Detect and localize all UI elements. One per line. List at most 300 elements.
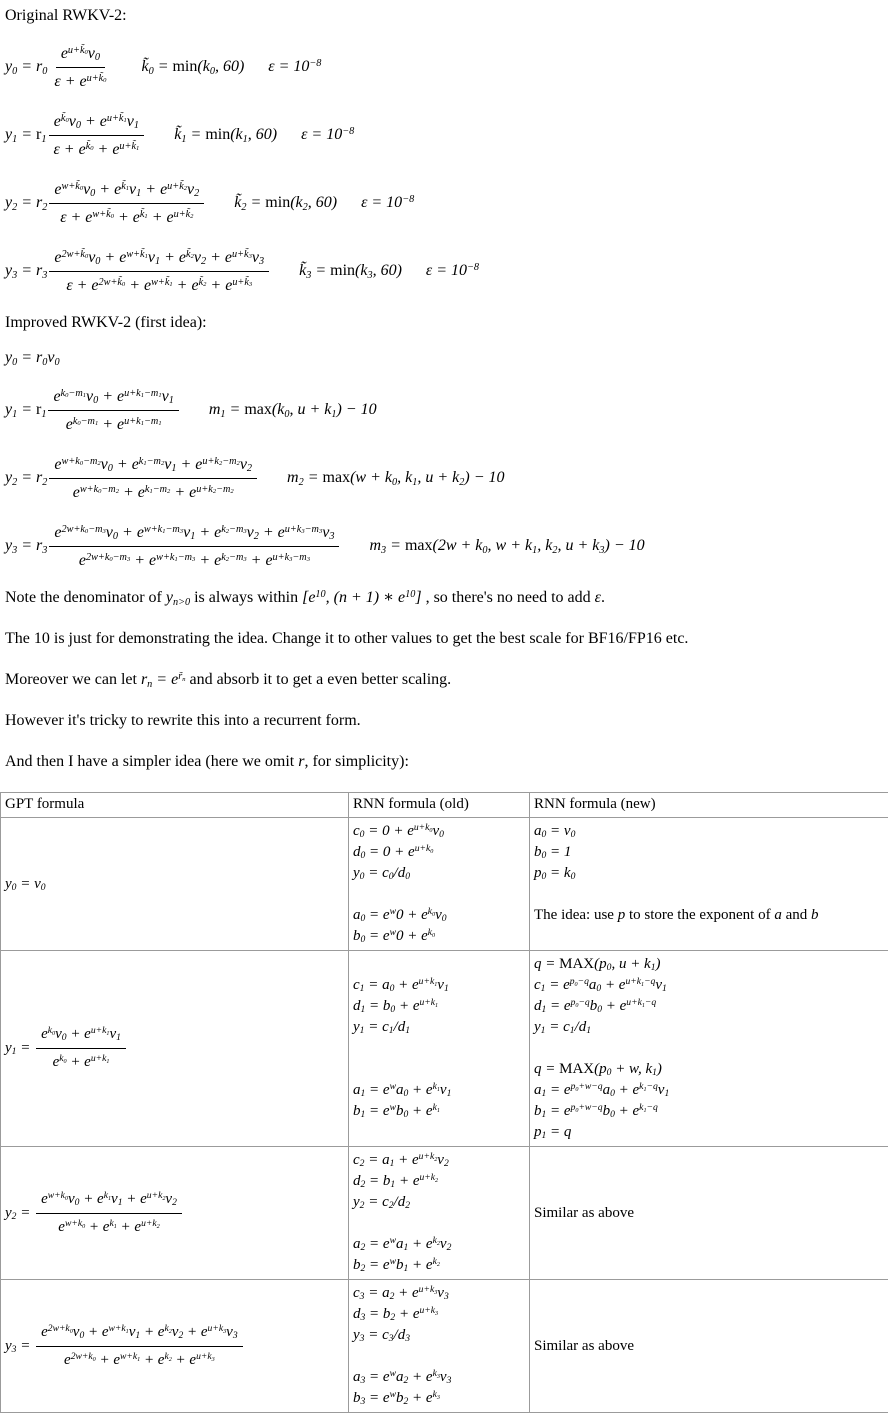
subscript: 0	[606, 962, 612, 974]
subscript: 3	[248, 281, 253, 289]
math-expression: $k̃_1 = \min(k_1$, 60)	[174, 126, 278, 145]
subscript: 3	[243, 528, 247, 536]
subscript: 3	[388, 1333, 394, 1345]
superscript: u+k̃1	[119, 140, 140, 153]
math-expression: $q = MAX(p_0$, $u + k_1$)	[534, 956, 661, 974]
subscript: 1	[11, 1046, 17, 1058]
math-expression: $e^{k_0-m_1} + e^{u+k_1-m_1}$	[65, 415, 162, 433]
math-expression: c3 = a2 + eu+k3v3	[353, 1284, 449, 1303]
superscript: k1	[109, 1217, 117, 1230]
superscript: k0	[47, 1025, 56, 1037]
math-expression: $c_1 = e^{p_0-q}a_0 + e^{u+k_1-q}v_1$	[534, 976, 667, 995]
subscript: 3	[446, 1375, 452, 1387]
superscript: u+k̃3	[232, 276, 253, 289]
formula-line	[353, 1367, 525, 1388]
fraction-denominator	[61, 411, 167, 435]
math-expression: $y_1 = c_1/d_1$	[534, 1019, 592, 1037]
superscript: k̃0	[85, 140, 94, 153]
equation	[0, 176, 888, 230]
superscript: u+k1	[418, 976, 438, 988]
subscript: 0	[12, 356, 18, 368]
subscript: 1	[652, 1067, 657, 1079]
subscript: 0	[360, 913, 366, 925]
table-row	[1, 1280, 888, 1413]
math-expression: $\varepsilon = 10^{-8}$	[301, 126, 355, 143]
math-expression: a	[774, 907, 782, 923]
subscript: 2	[12, 201, 18, 213]
superscript: w	[389, 927, 396, 939]
subscript: 3	[318, 528, 323, 536]
fraction-numerator	[49, 522, 339, 547]
superscript: k̃2	[198, 276, 207, 289]
math-expression: $e^{k̃_0}v_0 + e^{u+k̃_1}v_1$	[53, 112, 139, 132]
subscript: 0	[75, 120, 81, 132]
superscript: u+k1	[90, 1025, 110, 1037]
note-paragraph: Moreover we can let $r_n = e^{r̃_n}$ and absorb it to get a even better scaling.	[5, 671, 452, 690]
subscript: 2	[200, 256, 207, 268]
fraction-numerator	[36, 1024, 126, 1049]
math-chunk	[141, 58, 244, 76]
superscript: k̃0	[60, 112, 69, 125]
blank-line	[353, 1038, 525, 1059]
subscript: 3	[42, 544, 48, 556]
formula-line	[353, 1388, 525, 1409]
math-expression: $y_3 = r_3$	[5, 537, 48, 556]
superscript: u+k3	[419, 1305, 439, 1317]
superscript: −8	[402, 194, 415, 206]
subscript: n>0	[172, 596, 191, 608]
math-expression: $\varepsilon + e^{u+k̃_0}$	[54, 72, 107, 90]
superscript: u+k1	[90, 1053, 110, 1065]
subscript: 0	[574, 982, 578, 988]
subscript: 1	[113, 1223, 117, 1230]
upright-function-name: min	[172, 58, 198, 75]
math-chunk	[268, 58, 321, 76]
math-expression: $e^{2w+k̃_0}v_0 + e^{w+k̃_1}v_1 + e^{k̃_2}v_2 + e^{u+k̃_3}v_3$	[54, 248, 265, 268]
subscript: 1	[586, 1025, 592, 1037]
equation	[0, 40, 888, 94]
formula-line	[353, 905, 525, 926]
subscript: 3	[436, 1395, 440, 1401]
subscript: 1	[359, 983, 365, 995]
subscript: 3	[443, 1291, 449, 1303]
subscript: 2	[405, 1200, 411, 1212]
superscript: k0−m1	[72, 415, 99, 428]
superscript: k1−q	[639, 1081, 658, 1093]
subscript: 1	[158, 392, 162, 400]
subscript: 0	[610, 1109, 615, 1121]
superscript: k2	[164, 1350, 172, 1363]
subscript: 0	[110, 213, 114, 221]
formula-line	[353, 1101, 525, 1122]
math-chunk	[5, 349, 60, 367]
subscript: 1	[107, 1195, 112, 1202]
superscript: w+k1−m3	[143, 523, 184, 536]
subscript: 0	[432, 933, 436, 939]
subscript: 2	[389, 1291, 395, 1303]
math-expression: $e^{k_0-m_1}v_0 + e^{u+k_1-m_1}v_1$	[53, 387, 174, 407]
subscript: 2	[435, 1178, 439, 1184]
subscript: 2	[236, 460, 240, 468]
superscript: u+k̃0	[67, 44, 88, 57]
blank-line	[353, 1059, 525, 1080]
subscript: 1	[162, 528, 166, 536]
math-expression: $m_2 = \max(w + k_0$, $k_1$, $u + k_2) - 10$	[287, 469, 505, 488]
upright-function-name: min	[205, 126, 231, 143]
math-expression: $y_2 = r_2$	[5, 469, 48, 488]
math-expression: $a_0 = v_0$	[534, 823, 576, 841]
superscript: w	[389, 906, 396, 918]
formula-line	[353, 996, 525, 1017]
formula-line	[534, 842, 884, 863]
equation-list-original	[0, 40, 888, 298]
math-expression: $\varepsilon + e^{w+k̃_0} + e^{k̃_1} + e^{u+k̃_2}$	[60, 208, 194, 226]
superscript: p0+w−q	[570, 1102, 603, 1114]
superscript: −8	[309, 58, 322, 70]
math-expression: d3 = b2 + eu+k3	[353, 1305, 439, 1324]
math-expression: $y_{n>0}$	[165, 589, 191, 608]
subscript: 0	[121, 281, 126, 289]
math-expression: b2 = ewb1 + ek2	[353, 1256, 440, 1275]
subscript: 0	[441, 913, 447, 925]
fraction	[48, 386, 178, 435]
upright-function-name: MAX	[559, 956, 595, 972]
subscript: 1	[155, 256, 161, 268]
blank-line	[534, 1038, 884, 1059]
subscript: 1	[540, 1025, 546, 1037]
subscript: 1	[641, 982, 645, 988]
formula-line	[534, 975, 884, 996]
rnn-formula-new-cell	[530, 951, 888, 1147]
subscript: 1	[82, 392, 87, 400]
upright-function-name: max	[404, 537, 433, 554]
blank-line	[353, 1213, 525, 1234]
subscript: 0	[65, 392, 69, 400]
subscript: 2	[253, 531, 259, 543]
superscript: u+k1−m1	[124, 415, 162, 428]
subscript: 3	[329, 531, 335, 543]
formula-line	[534, 1080, 884, 1101]
formula-line	[353, 842, 525, 863]
subscript: 1	[360, 1109, 366, 1121]
math-expression: $k̃_3 = \min(k_3$, 60)	[299, 262, 402, 281]
superscript: k̃1	[139, 208, 148, 221]
math-expression: $y_2 = r_2$	[5, 194, 48, 213]
subscript: 3	[12, 269, 18, 281]
math-expression: $e^{w+k̃_0}v_0 + e^{k̃_1}v_1 + e^{u+k̃_2}v_2$	[54, 180, 200, 200]
superscript: 2w+k0	[70, 1350, 96, 1363]
subscript: 2	[446, 1242, 452, 1254]
subscript: 3	[435, 1311, 439, 1317]
subscript: 3	[248, 253, 252, 261]
subscript: 2	[436, 1241, 440, 1247]
subscript: 2	[167, 488, 171, 496]
fraction-denominator	[59, 1347, 220, 1371]
math-expression: $p_0 = k_0$	[534, 865, 576, 883]
subscript: n	[182, 675, 186, 683]
section-heading-improved: Improved RWKV-2 (first idea):	[5, 314, 207, 331]
superscript: k2	[432, 1235, 440, 1247]
superscript: w	[389, 1102, 396, 1114]
subscript: 3	[11, 1343, 17, 1355]
subscript: 0	[84, 253, 89, 261]
fraction-denominator	[53, 1214, 164, 1238]
fraction	[36, 1322, 243, 1371]
column-header-gpt-formula: GPT formula	[1, 793, 349, 818]
superscript: u+k3	[196, 1350, 215, 1363]
equation	[0, 519, 888, 573]
subscript: 2	[172, 1196, 177, 1208]
subscript: 3	[301, 528, 305, 536]
subscript: 3	[306, 556, 310, 564]
math-expression: $m_3 = \max(2w + k_0$, $w + k_1$, $k_2$, $u + k_3) - 10$	[369, 537, 645, 556]
subscript: 3	[367, 269, 373, 281]
math-chunk	[5, 262, 47, 280]
subscript: 0	[429, 828, 433, 834]
subscript: 1	[136, 145, 140, 153]
math-expression: $y_0 = c_0/d_0$	[353, 865, 411, 883]
fraction	[36, 1024, 126, 1073]
subscript: 3	[232, 1329, 238, 1341]
equation	[0, 451, 888, 505]
rnn-formula-old-cell	[349, 818, 530, 951]
subscript: 3	[102, 528, 106, 536]
superscript: k3	[432, 1368, 440, 1380]
subscript: 0	[112, 531, 119, 543]
math-expression: [$e^{10}$, (n + 1) ∗ $e^{10}$]	[302, 589, 422, 606]
subscript: 2	[552, 544, 558, 556]
superscript: u+k̃3	[232, 248, 252, 261]
superscript: k1	[432, 1102, 440, 1114]
subscript: 0	[148, 65, 154, 77]
fraction-numerator	[49, 111, 144, 136]
formula-line	[534, 1122, 884, 1143]
fraction-denominator	[61, 272, 257, 296]
subscript: 3	[42, 269, 48, 281]
subscript: 0	[388, 871, 394, 883]
subscript: 1	[94, 420, 99, 428]
math-expression: y3 =	[5, 1337, 35, 1355]
subscript: 0	[575, 1108, 579, 1114]
subscript: 1	[41, 133, 47, 145]
subscript: n	[147, 678, 153, 690]
math-expression: $y_1$ =	[5, 1040, 35, 1058]
subscript: 3	[360, 1375, 366, 1387]
math-expression: $b_0 = e^w0 + e^{k_0}$	[353, 927, 436, 946]
superscript: k2−m3	[221, 523, 247, 536]
subscript: 2	[190, 213, 194, 221]
subscript: 1	[403, 1242, 409, 1254]
subscript: 1	[359, 1025, 365, 1037]
superscript: u+k1	[419, 997, 439, 1009]
subscript: 1	[436, 1087, 440, 1093]
subscript: 0	[84, 49, 88, 57]
superscript: −8	[467, 262, 480, 274]
math-expression: $b_1 = e^{p_0+w-q}b_0 + e^{k_1-q}$	[534, 1102, 658, 1121]
superscript: k1−m2	[138, 455, 165, 468]
subscript: 2	[178, 1329, 184, 1341]
subscript: 1	[331, 408, 337, 420]
math-chunk	[234, 194, 337, 212]
subscript: 2	[168, 1356, 172, 1363]
subscript: 1	[181, 133, 187, 145]
math-expression: $c_1 = a_0 + e^{u+k_1}v_1$	[353, 976, 449, 995]
formula-line	[353, 1304, 525, 1325]
math-expression: $c_2 = a_1 + e^{u+k_2}v_2$	[353, 1151, 449, 1170]
subscript: 0	[391, 476, 398, 488]
table-body	[1, 818, 888, 1413]
superscript: r̃n	[178, 671, 186, 683]
subscript: 0	[403, 1088, 409, 1100]
subscript: 1	[388, 1025, 394, 1037]
subscript: 3	[12, 544, 18, 556]
math-expression: e2w+k0v0 + ew+k1v1 + ek2v2 + eu+k3v3	[41, 1322, 238, 1341]
formula-line	[534, 863, 884, 884]
math-expression: p	[617, 907, 626, 923]
superscript: 10	[405, 589, 416, 601]
note-paragraph: And then I have a simpler idea (here we omit r, for simplicity):	[5, 753, 409, 770]
superscript: w+k0−m2	[79, 483, 119, 496]
formula-line	[353, 926, 525, 947]
blank-line	[534, 884, 884, 905]
superscript: 2w+k̃0	[61, 248, 89, 261]
math-chunk	[174, 126, 277, 144]
math-chunk	[5, 401, 46, 419]
math-expression: $a_1 = e^{p_0+w-q}a_0 + e^{k_1-q}v_1$	[534, 1081, 670, 1100]
subscript: 3	[405, 1333, 411, 1345]
math-expression: $m_1 = \max(k_0$, $u + k_1) - 10$	[208, 401, 377, 420]
fraction	[49, 247, 269, 296]
superscript: w	[389, 1389, 396, 1401]
rnn-formula-new-cell	[530, 818, 888, 951]
superscript: w	[389, 1368, 396, 1380]
superscript: k2	[164, 1322, 172, 1335]
subscript: 1	[106, 1059, 110, 1065]
subscript: 3	[359, 1333, 365, 1345]
math-expression: r	[298, 753, 305, 770]
superscript: w+k1−m3	[156, 551, 196, 564]
subscript: 2	[434, 1157, 438, 1163]
upright-function-name: min	[265, 194, 291, 211]
section-heading-original: Original RWKV-2:	[5, 7, 127, 24]
math-expression: $d_1 = b_0 + e^{u+k_1}$	[353, 997, 439, 1016]
subscript: 0	[84, 528, 89, 536]
math-chunk	[5, 1040, 34, 1057]
subscript: 2	[162, 1195, 166, 1202]
subscript: 0	[40, 881, 46, 893]
subscript: 2	[160, 460, 165, 468]
superscript: u+k0	[413, 822, 433, 834]
subscript: 1	[171, 463, 177, 475]
subscript: 0	[109, 556, 113, 564]
subscript: 1	[220, 408, 226, 420]
subscript: 2	[241, 201, 247, 213]
math-expression: b	[811, 907, 819, 923]
formula-line	[534, 1101, 884, 1122]
subscript: 2	[403, 1396, 409, 1408]
formula-line	[534, 1017, 884, 1038]
superscript: u+k3−m3	[284, 523, 323, 536]
subscript: 0	[405, 871, 411, 883]
math-expression: $r_n = e^{r̃_n}$	[140, 671, 186, 690]
superscript: k1−m2	[144, 483, 171, 496]
equation-list-improved	[0, 347, 888, 573]
equation	[5, 1189, 344, 1238]
subscript: 1	[137, 1356, 141, 1363]
subscript: 3	[126, 556, 131, 564]
formula-line	[534, 1059, 884, 1080]
subscript: 1	[412, 476, 418, 488]
subscript: 0	[90, 145, 94, 153]
subscript: 1	[133, 120, 139, 132]
subscript: 1	[540, 983, 546, 995]
subscript: 0	[42, 65, 48, 77]
superscript: w+k̃1	[151, 276, 173, 289]
formula-line	[353, 975, 525, 996]
subscript: 1	[149, 488, 153, 496]
subscript: 0	[64, 1195, 68, 1202]
subscript: 1	[389, 1158, 395, 1170]
superscript: w+k0	[64, 1217, 86, 1230]
subscript: 1	[641, 1003, 645, 1009]
upright-function-name: max	[244, 401, 272, 418]
subscript: 0	[54, 356, 60, 368]
column-header-rnn-formula-new: RNN formula (new)	[530, 793, 888, 818]
fraction-numerator	[36, 1189, 182, 1214]
subscript: 1	[650, 962, 656, 974]
subscript: 3	[359, 1291, 365, 1303]
subscript: 0	[360, 850, 366, 862]
math-expression: y2 = c2/d2	[353, 1194, 411, 1212]
superscript: k0−m1	[60, 387, 87, 400]
equation	[5, 1322, 344, 1371]
superscript: u+k3	[207, 1322, 227, 1335]
fraction	[49, 43, 111, 92]
superscript: k1−q	[639, 1102, 658, 1114]
subscript: 0	[107, 463, 113, 475]
math-expression: $d_0 = 0 + e^{u+k_0}$	[353, 843, 434, 862]
math-expression: a3 = ewa2 + ek3v3	[353, 1368, 452, 1387]
column-header-rnn-formula-old: RNN formula (old)	[349, 793, 530, 818]
math-expression: $\varepsilon + e^{k̃_0} + e^{u+k̃_1}$	[53, 140, 140, 158]
formula-line	[534, 996, 884, 1017]
subscript: 2	[212, 488, 217, 496]
equation	[5, 1024, 344, 1073]
gpt-formula-cell	[1, 1280, 349, 1413]
subscript: 0	[610, 1088, 615, 1100]
math-expression: $y_0 = r_0v_0$	[5, 349, 60, 368]
formula-line: The idea: use p to store the exponent of a and b	[534, 907, 819, 923]
subscript: 1	[12, 133, 18, 145]
superscript: w+k̃0	[92, 208, 114, 221]
math-expression: $y_1 = c_1/d_1$	[353, 1019, 411, 1037]
formula-line	[353, 1325, 525, 1346]
formula-line	[534, 954, 884, 975]
subscript: 2	[156, 1223, 160, 1230]
equation	[5, 876, 344, 893]
subscript: 0	[69, 1328, 73, 1335]
subscript: 1	[405, 1025, 411, 1037]
superscript: k2	[432, 1256, 440, 1268]
subscript: 1	[140, 392, 145, 400]
subscript: 1	[541, 1109, 547, 1121]
subscript: 2	[390, 1312, 396, 1324]
subscript: 1	[125, 185, 130, 193]
math-expression: $e^{w+k_0-m_2}v_0 + e^{k_1-m_2}v_1 + e^{u+k_2-m_2}v_2$	[54, 455, 253, 475]
subscript: 1	[135, 1329, 141, 1341]
rnn-formula-new-cell	[530, 1280, 888, 1413]
subscript: 3	[211, 1356, 215, 1363]
